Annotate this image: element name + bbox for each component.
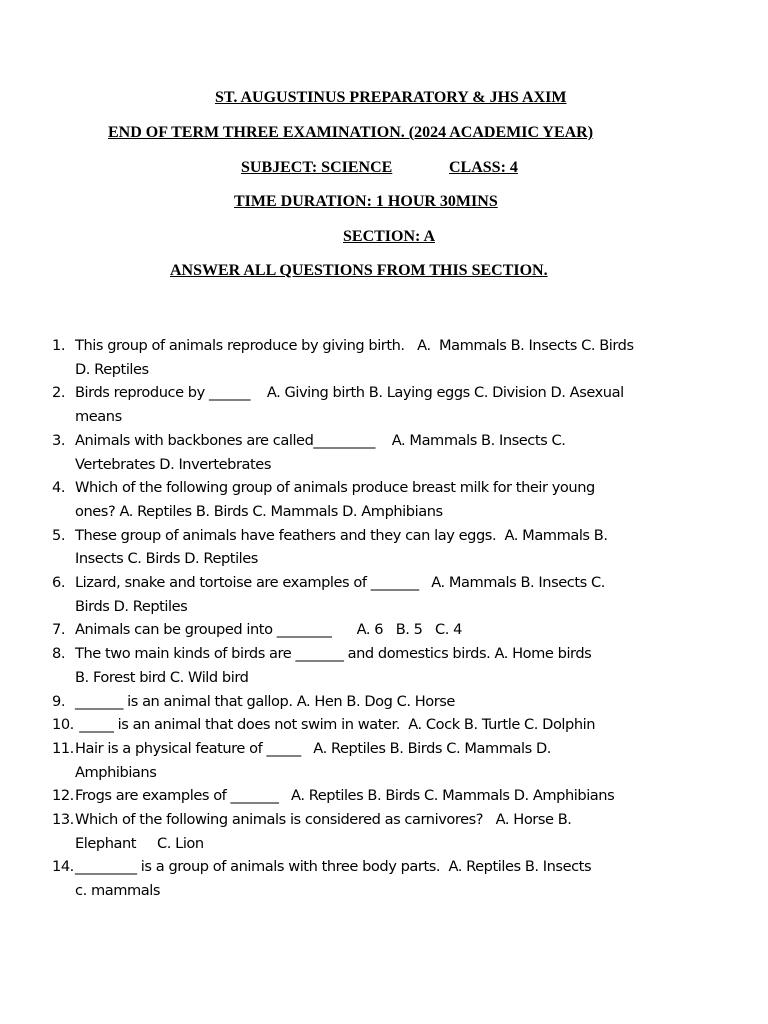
question-list — [52, 334, 692, 903]
question-text-continued: Elephant C. Lion — [75, 834, 204, 852]
question-text-continued: means — [75, 408, 122, 426]
question-number: 6. — [52, 574, 66, 592]
question-number: 1. — [52, 337, 66, 354]
question-text: Which of the following group of animals produce breast milk for their young — [75, 479, 595, 497]
question-item — [52, 381, 692, 428]
question-text-continued: c. mammals — [75, 882, 160, 900]
question-text-continued: Amphibians — [75, 763, 157, 781]
question-number: 13. — [52, 811, 74, 829]
section-label: SECTION: A — [343, 228, 436, 245]
class-label: CLASS: 4 — [449, 159, 518, 176]
question-number: 14. — [52, 858, 74, 876]
question-number: 2. — [52, 384, 66, 402]
question-item — [52, 476, 692, 523]
instruction: ANSWER ALL QUESTIONS FROM THIS SECTION. — [170, 262, 548, 279]
question-text: Which of the following animals is considered as carnivores? A. Horse B. — [75, 811, 572, 829]
question-text: The two main kinds of birds are _______ and domestics birds. A. Home birds — [75, 645, 592, 663]
question-item — [52, 808, 692, 855]
question-number: 10. — [52, 716, 74, 734]
question-item — [52, 334, 692, 381]
school-name: ST. AUGUSTINUS PREPARATORY & JHS AXIM — [215, 89, 567, 106]
question-item — [52, 855, 692, 902]
question-text: Hair is a physical feature of _____ A. Reptiles B. Birds C. Mammals D. — [75, 739, 551, 757]
question-text: Lizard, snake and tortoise are examples of _______ A. Mammals B. Insects C. — [75, 574, 605, 592]
question-number: 7. — [52, 621, 66, 639]
question-item — [52, 524, 692, 571]
question-item — [52, 713, 692, 737]
question-text: _______ is an animal that gallop. A. Hen B. Dog C. Horse — [75, 692, 455, 710]
question-text: Birds reproduce by ______ A. Giving birth B. Laying eggs C. Division D. Asexual — [75, 384, 624, 402]
question-item — [52, 737, 692, 784]
question-text: Frogs are examples of _______ A. Reptiles B. Birds C. Mammals D. Amphibians — [75, 787, 615, 805]
question-item — [52, 690, 692, 714]
question-text: _________ is a group of animals with three body parts. A. Reptiles B. Insects — [75, 858, 592, 876]
question-item — [52, 571, 692, 618]
question-text: Animals can be grouped into ________ A. 6 B. 5 C. 4 — [75, 621, 462, 639]
question-item — [52, 429, 692, 476]
question-number: 4. — [52, 479, 66, 497]
question-item — [52, 784, 692, 808]
question-item — [52, 618, 692, 642]
question-text: This group of animals reproduce by giving birth. A. Mammals B. Insects C. Birds — [75, 337, 634, 354]
question-text-continued: Vertebrates D. Invertebrates — [75, 455, 271, 473]
question-text-continued: ones? A. Reptiles B. Birds C. Mammals D. Amphibians — [75, 502, 443, 520]
question-text: Animals with backbones are called_________ A. Mammals B. Insects C. — [75, 431, 566, 449]
question-text: _____ is an animal that does not swim in water. A. Cock B. Turtle C. Dolphin — [75, 716, 596, 734]
question-number: 12. — [52, 787, 74, 805]
question-number: 8. — [52, 645, 66, 663]
question-text-continued: Birds D. Reptiles — [75, 597, 188, 615]
question-number: 5. — [52, 526, 66, 544]
question-text: These group of animals have feathers and they can lay eggs. A. Mammals B. — [75, 526, 608, 544]
subject-label: SUBJECT: SCIENCE — [241, 159, 393, 176]
question-text-continued: D. Reptiles — [75, 360, 149, 378]
question-text-continued: Insects C. Birds D. Reptiles — [75, 550, 258, 568]
question-number: 11. — [52, 739, 74, 757]
exam-title: END OF TERM THREE EXAMINATION. (2024 ACADEMIC YEAR) — [108, 124, 594, 141]
question-number: 3. — [52, 431, 66, 449]
question-number: 9. — [52, 692, 66, 710]
time-duration: TIME DURATION: 1 HOUR 30MINS — [234, 193, 498, 210]
question-item — [52, 642, 692, 689]
question-text-continued: B. Forest bird C. Wild bird — [75, 668, 249, 686]
